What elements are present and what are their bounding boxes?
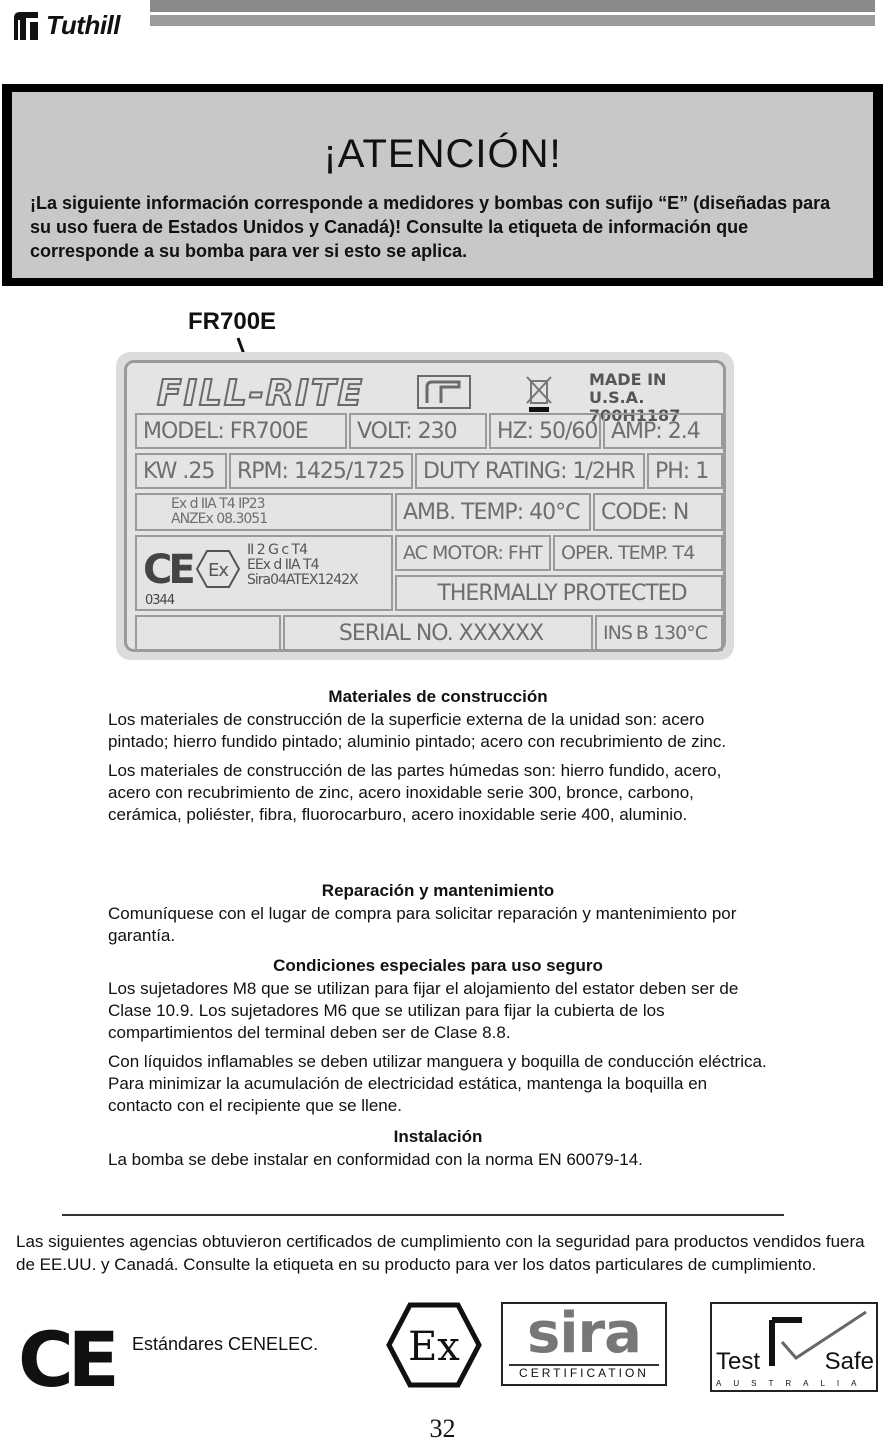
repair-section [108,880,768,954]
ac-motor-cell: AC MOTOR: FHT [395,535,551,571]
attention-box [2,84,883,286]
sira-logo [501,1302,667,1386]
page-number: 32 [429,1414,456,1443]
ins-label: INS [603,622,632,644]
atex-cell [135,535,393,611]
ce-logo: CE [18,1315,114,1404]
testsafe-sub: AUSTRALIA [716,1379,869,1388]
atex-line3: Sira04ATEX1242X [247,572,358,588]
conditions-section [108,955,768,1124]
oper-temp-cell: OPER. TEMP. T4 [553,535,723,571]
ex-hexagon-icon [195,549,241,589]
materials-section [108,686,768,833]
part-number: 700H1187 [589,406,681,425]
conditions-p2: Con líquidos inflamables se deben utilizar manguera y boquilla de conducción eléctrica. Para minimizar la acumulación de electricidad estática, mantenga la boquilla en contacto con el recipiente que se llene. [108,1052,767,1115]
amp-cell: AMP: 2.4 [603,413,723,449]
fillrite-logo: FILL-RITE [157,373,365,414]
conditions-p1: Los sujetadores M8 que se utilizan para fijar el alojamiento del estator deben ser de Clase 10.9. Los sujetadores M6 que se utilizan para fijar la cubierta de los compartimientos del terminal deben ser de Clase 8.8. [108,979,739,1042]
nameplate-image [116,352,734,660]
cenelec-label: Estándares CENELEC. [132,1334,319,1354]
ex-line2: ANZEx 08.3051 [171,511,268,527]
ph-cell: PH: 1 [647,453,723,489]
atex-line1: II 2 G c T4 [247,542,307,558]
install-section [108,1126,768,1178]
testsafe-logo [710,1302,878,1392]
tuthill-plate-icon [417,375,471,409]
materials-p1: Los materiales de construcción de la superficie externa de la unidad son: acero pintado; hierro fundido pintado; aluminio pintado; acero con recubrimiento de zinc. [108,710,727,751]
divider [62,1214,784,1216]
attention-title: ¡ATENCIÓN! [323,132,562,176]
install-title: Instalación [393,1127,483,1146]
ex-line1: Ex d IIA T4 IP23 [171,496,265,512]
svg-text:Ex: Ex [408,1324,460,1370]
install-p1: La bomba se debe instalar en conformidad con la norma EN 60079-14. [108,1150,643,1169]
duty-cell: DUTY RATING: 1/2HR [415,453,645,489]
repair-title: Reparación y mantenimiento [321,881,555,900]
atex-line2: EEx d IIA T4 [247,557,319,573]
repair-p1: Comuníquese con el lugar de compra para solicitar reparación y mantenimiento por garantía. [108,904,737,945]
conditions-title: Condiciones especiales para uso seguro [273,956,603,975]
blank-cell [135,615,281,651]
test-word: Test [716,1348,761,1375]
sira-word: sira [527,1301,641,1366]
hz-cell: HZ: 50/60 [489,413,601,449]
logo-text: Tuthill [46,9,121,40]
materials-p2: Los materiales de construcción de las partes húmedas son: hierro fundido, acero, acero con recubrimiento de zinc, acero inoxidable serie 300, bronce, carbono, cerámica, poliéster, fibra, fluorocarburo, acero inoxidable serie 400, aluminio. [108,761,722,824]
ins-class: B 130°C [635,622,707,644]
testsafe-text [716,1348,874,1376]
model-cell: MODEL: FR700E [135,413,347,449]
ins-cell [595,615,723,651]
attention-body: ¡La siguiente información corresponde a medidores y bombas con sufijo “E” (diseñadas para su uso fuera de Estados Unidos y Canadá)! Consulte la etiqueta de información que corresponde a su bomba para ver si esto se aplica. [30,193,831,261]
model-callout: FR700E [188,308,277,335]
tuthill-mark-icon [12,8,42,42]
volt-cell: VOLT: 230 [349,413,487,449]
ce-mark: CE [143,547,192,593]
sira-sub: CERTIFICATION [509,1364,659,1380]
rpm-cell: RPM: 1425/1725 [229,453,413,489]
thermally-cell: THERMALLY PROTECTED [395,575,723,611]
code-cell: CODE: N [593,493,723,531]
header-bars [150,0,875,26]
ex-atex-icon [386,1302,482,1388]
weee-bin-icon [525,373,553,413]
serial-cell: SERIAL NO. XXXXXX [283,615,593,651]
safe-word: Safe [824,1348,874,1375]
made-in-text: MADE IN U.S.A. [589,370,667,407]
atex-text [247,543,358,588]
ex-cell [135,493,393,531]
kw-cell: KW .25 [135,453,227,489]
certification-text: Las siguientes agencias obtuvieron certificados de cumplimiento con la seguridad para productos vendidos fuera de EE.UU. y Canadá. Consulte la etiqueta en su producto para ver los datos particulares de cumplimiento. [16,1232,865,1274]
ce-number: 0344 [145,593,175,608]
materials-title: Materiales de construcción [328,687,548,706]
amb-temp-cell: AMB. TEMP: 40°C [395,493,591,531]
svg-text:Ex: Ex [207,560,229,581]
tuthill-logo [12,8,120,42]
